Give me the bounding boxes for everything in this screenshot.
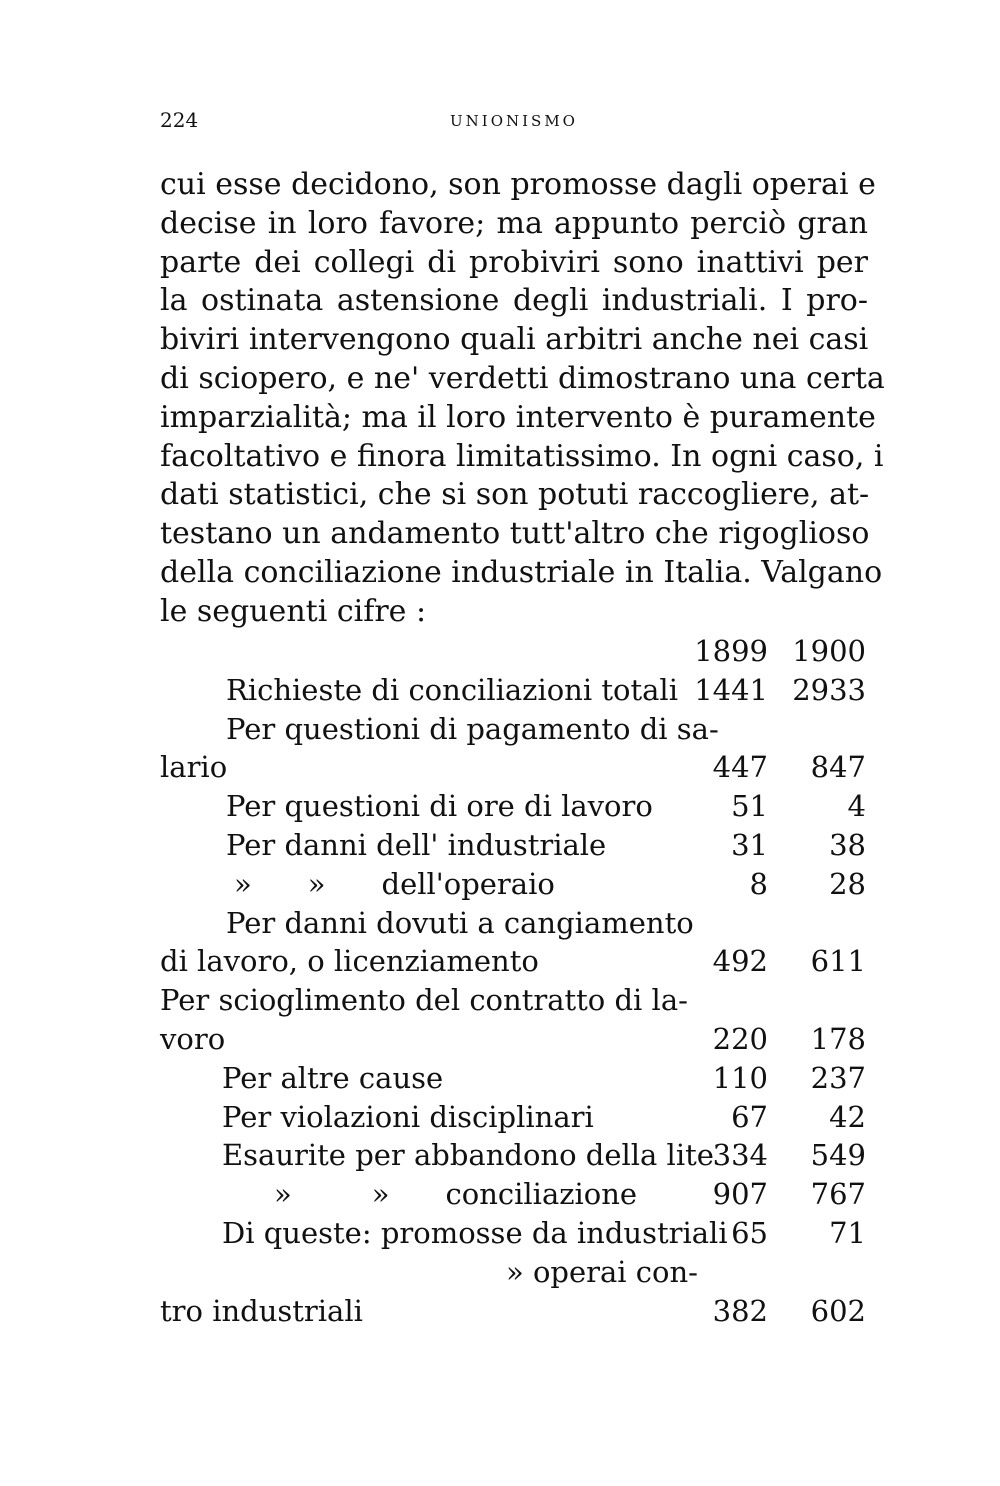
row-label: Per questioni di pagamento di sa- xyxy=(226,711,719,746)
value-1900: 2933 xyxy=(792,672,866,707)
table-row xyxy=(160,1253,868,1292)
row-label xyxy=(234,865,555,904)
text-line: biviri intervengono quali arbitri anche nei casi xyxy=(160,322,869,358)
row-label: Per questioni di ore di lavoro xyxy=(226,789,653,824)
ditto-mark: » xyxy=(371,1177,390,1212)
ditto-mark: » xyxy=(307,866,326,901)
value-1899: 65 xyxy=(731,1215,768,1250)
value-1899: 382 xyxy=(712,1293,768,1328)
row-label: Per danni dell' industriale xyxy=(226,827,607,862)
value-1900: 28 xyxy=(829,866,866,901)
text-line: facoltativo e finora limitatissimo. In ogni caso, i xyxy=(160,438,884,474)
value-1899: 907 xyxy=(712,1177,768,1212)
table-row xyxy=(160,710,868,749)
text-line: di sciopero, e ne' verdetti dimostrano una certa xyxy=(160,360,885,396)
row-label: Per scioglimento del contratto di la- xyxy=(160,983,688,1018)
table-row xyxy=(160,1098,868,1137)
table-row xyxy=(160,787,868,826)
value-1900: 611 xyxy=(810,944,866,979)
text-line: imparzialità; ma il loro intervento è puramente xyxy=(160,399,876,435)
statistics-table xyxy=(160,632,868,1330)
value-1900: 71 xyxy=(829,1215,866,1250)
row-label: Richieste di conciliazioni totali xyxy=(226,672,678,707)
value-1900: 178 xyxy=(810,1021,866,1056)
value-1899: 492 xyxy=(712,944,768,979)
value-1899: 1441 xyxy=(694,672,768,707)
body-paragraph xyxy=(160,166,885,632)
text-line: decise in loro favore; ma appunto perciò gran xyxy=(160,205,868,241)
value-1899: 220 xyxy=(712,1021,768,1056)
page-header xyxy=(160,108,868,138)
value-1899: 447 xyxy=(712,750,768,785)
ditto-mark: » xyxy=(234,866,252,901)
row-label: Per altre cause xyxy=(222,1060,444,1095)
text-line: parte dei collegi di probiviri sono inattivi per xyxy=(160,244,868,280)
table-row xyxy=(160,1175,868,1214)
row-label-text: conciliazione xyxy=(445,1177,638,1212)
value-1899: 110 xyxy=(712,1060,768,1095)
text-line: della conciliazione industriale in Italia. Valgano xyxy=(160,554,883,590)
column-header-1899: 1899 xyxy=(694,634,768,668)
table-row xyxy=(160,1020,868,1059)
table-row xyxy=(160,942,868,981)
text-line: testano un andamento tutt'altro che rigoglioso xyxy=(160,516,870,552)
value-1900: 549 xyxy=(810,1138,866,1173)
value-1900: 4 xyxy=(847,789,866,824)
row-label-text: operai con- xyxy=(532,1254,698,1289)
value-1900: 42 xyxy=(829,1099,866,1134)
row-label: Esaurite per abbandono della lite xyxy=(222,1138,714,1173)
row-label: voro xyxy=(160,1021,226,1056)
row-label-text: dell'operaio xyxy=(381,866,555,901)
value-1900: 38 xyxy=(829,827,866,862)
text-line: le seguenti cifre : xyxy=(160,593,427,629)
row-label: lario xyxy=(160,750,228,785)
table-row xyxy=(160,826,868,865)
value-1900: 767 xyxy=(810,1177,866,1212)
ditto-mark: » xyxy=(274,1177,292,1212)
table-row xyxy=(160,1059,868,1098)
text-line: dati statistici, che si son potuti raccogliere, at- xyxy=(160,477,870,513)
row-label: Per violazioni disciplinari xyxy=(222,1099,594,1134)
row-label xyxy=(274,1175,637,1214)
table-row xyxy=(160,671,868,710)
running-title: UNIONISMO xyxy=(450,112,578,130)
row-label: Per danni dovuti a cangiamento xyxy=(226,905,694,940)
row-label: tro industriali xyxy=(160,1293,363,1328)
value-1899: 31 xyxy=(731,827,768,862)
text-line: la ostinata astensione degli industriali. I pro- xyxy=(160,283,868,319)
value-1899: 334 xyxy=(712,1138,768,1173)
value-1899: 67 xyxy=(731,1099,768,1134)
table-row xyxy=(160,1292,868,1331)
row-label xyxy=(506,1253,698,1292)
column-header-1900: 1900 xyxy=(792,634,866,668)
table-row xyxy=(160,904,868,943)
table-row xyxy=(160,748,868,787)
page-number: 224 xyxy=(160,108,199,132)
table-row xyxy=(160,865,868,904)
value-1900: 237 xyxy=(810,1060,866,1095)
row-label: Di queste: promosse da industriali xyxy=(222,1215,728,1250)
value-1900: 602 xyxy=(810,1293,866,1328)
table-header-row xyxy=(160,632,868,671)
value-1899: 51 xyxy=(731,789,768,824)
row-label: di lavoro, o licenziamento xyxy=(160,944,539,979)
text-line: cui esse decidono, son promosse dagli operai e xyxy=(160,167,876,202)
ditto-mark: » xyxy=(506,1254,524,1289)
value-1899: 8 xyxy=(749,866,768,901)
value-1900: 847 xyxy=(810,750,866,785)
table-row xyxy=(160,1136,868,1175)
table-row xyxy=(160,981,868,1020)
table-row xyxy=(160,1214,868,1253)
